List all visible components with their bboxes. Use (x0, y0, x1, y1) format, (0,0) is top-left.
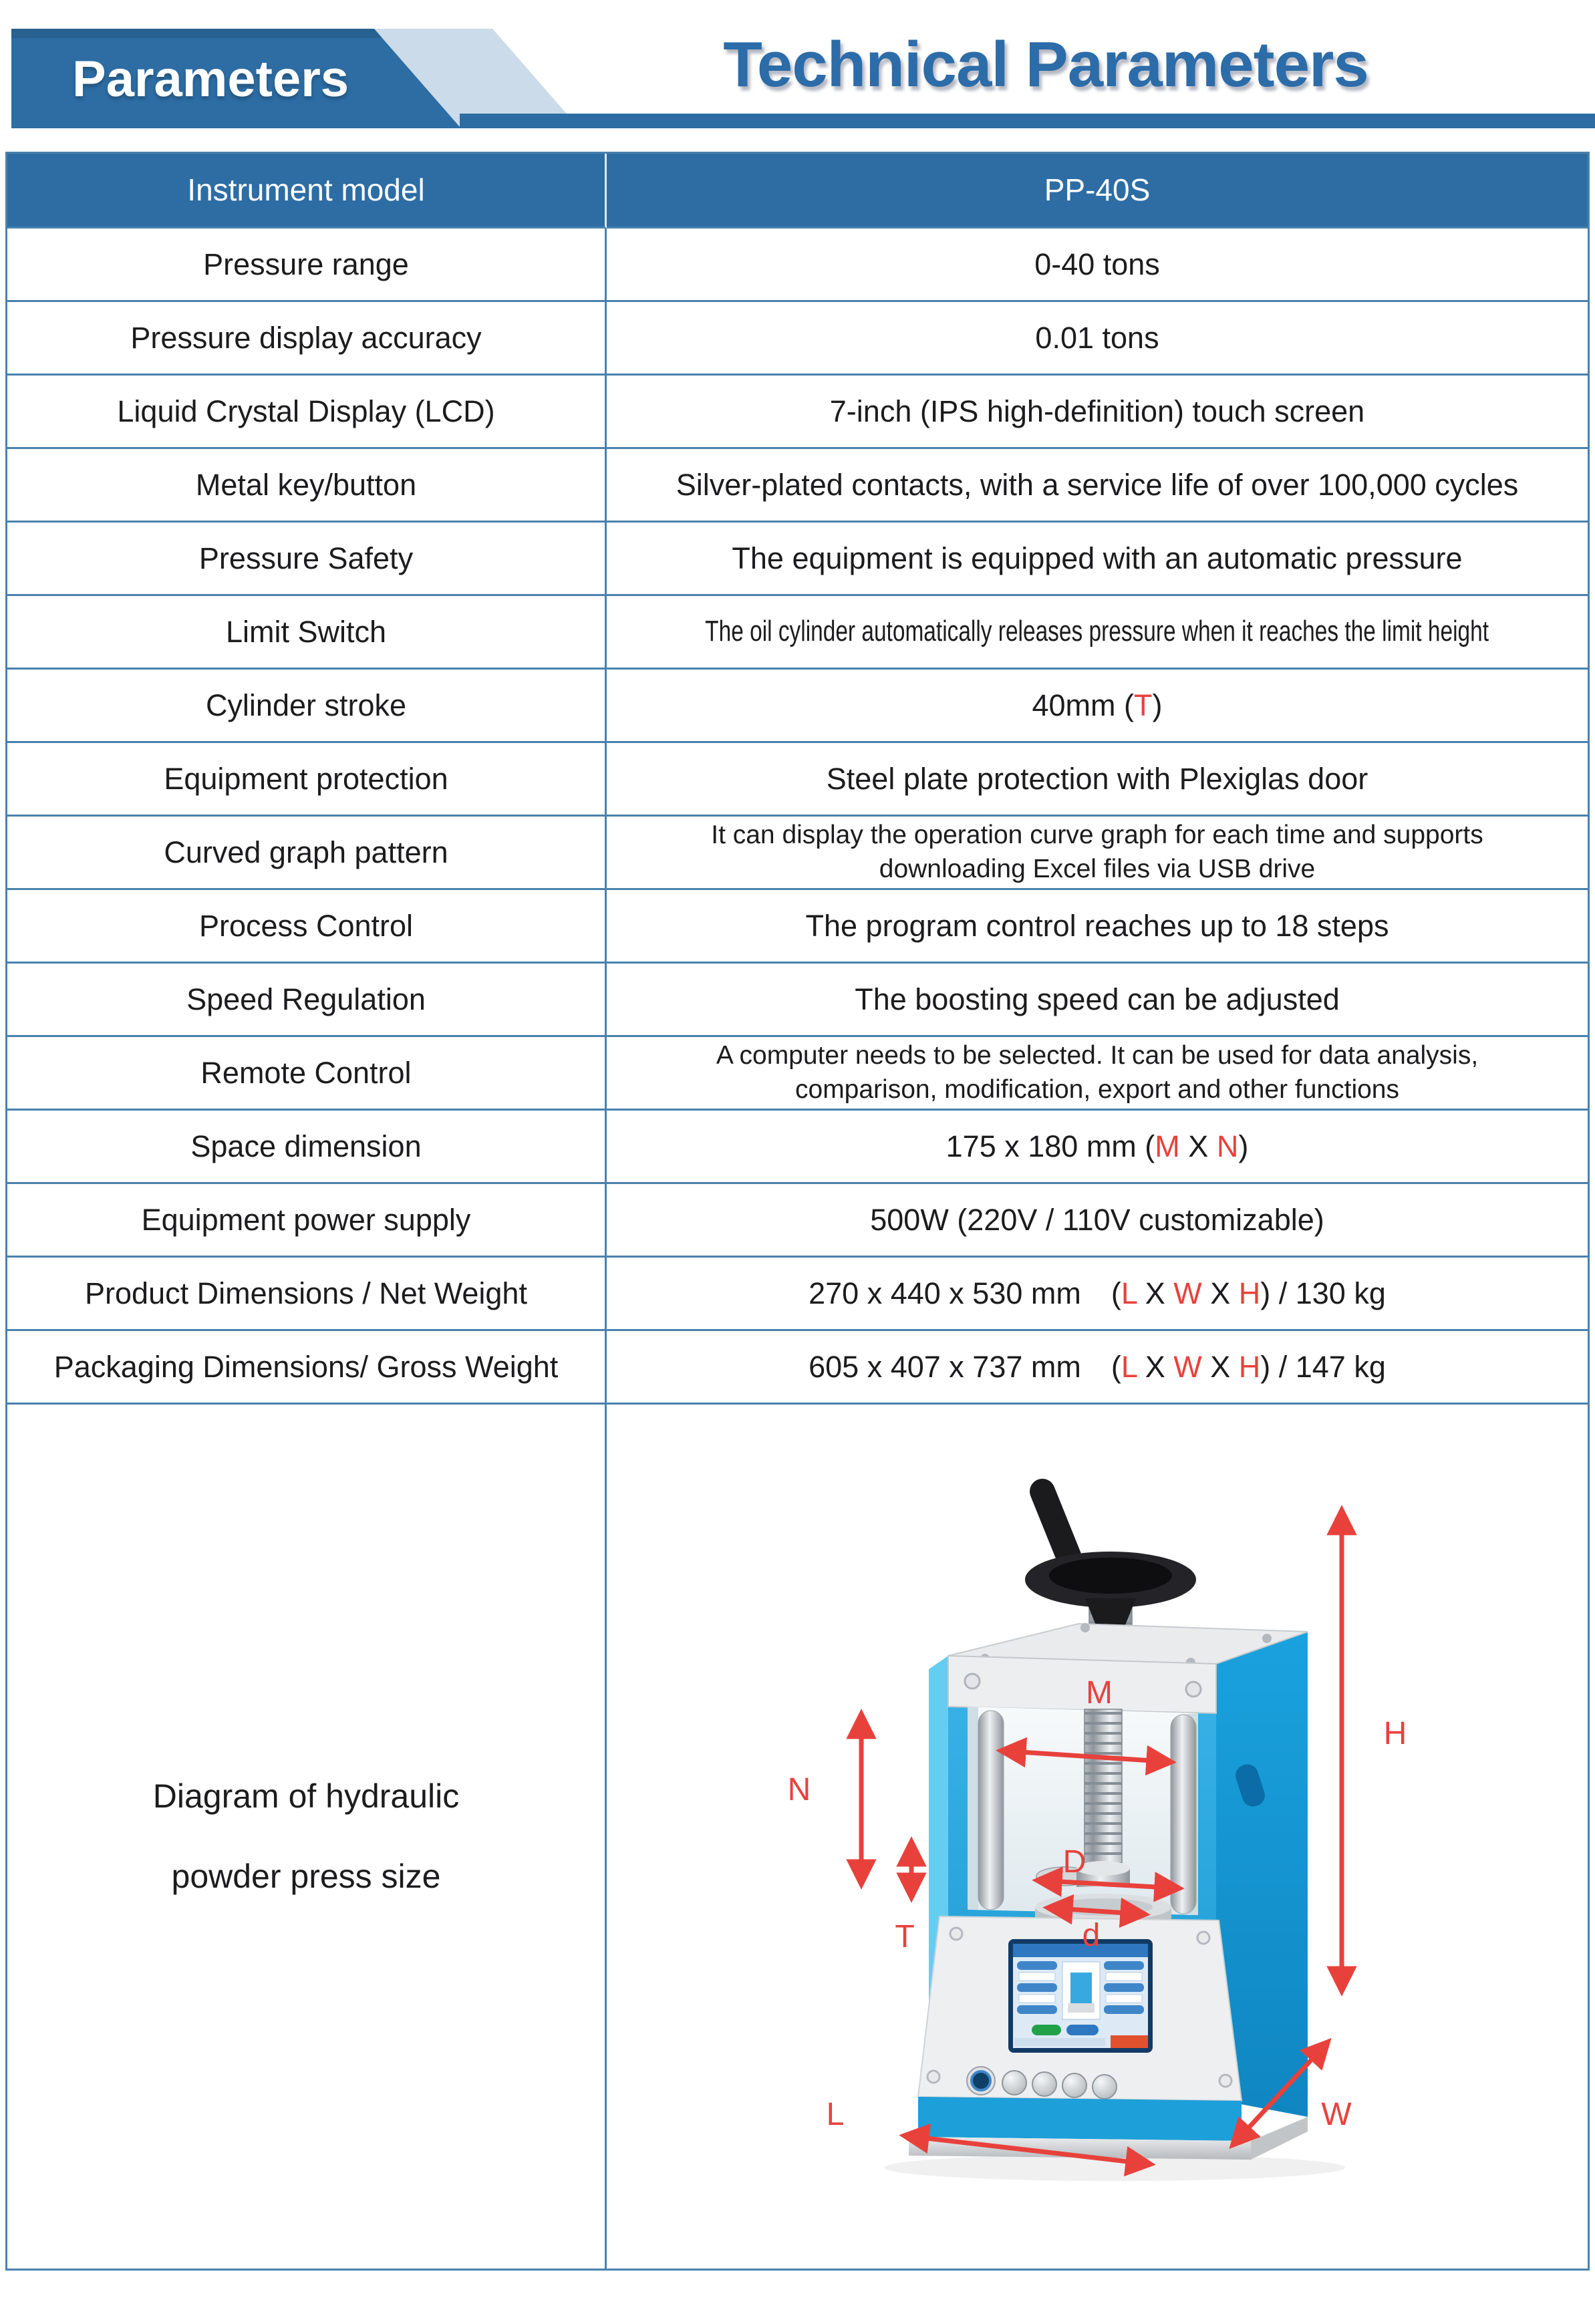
parameter-value-text (673, 1039, 1521, 1107)
preview-machine-base (1068, 2003, 1095, 2013)
value-segment: It can display the operation curve graph for each time and supports downloading Excel files via USB drive (711, 820, 1483, 883)
parameter-value (607, 1331, 1588, 1405)
page-header (0, 0, 1595, 154)
parameter-name: Remote Control (7, 1037, 607, 1111)
technical-parameters-table (5, 152, 1590, 2271)
dimension-letter: W (1173, 1276, 1202, 1310)
tag-top-strip (11, 29, 382, 38)
value-segment: The program control reaches up to 18 steps (805, 908, 1389, 943)
diagram-caption-line2: powder press size (171, 1857, 441, 1895)
band-bolt (1186, 1682, 1201, 1697)
value-segment: ) (1152, 688, 1163, 722)
parameter-value (607, 523, 1588, 596)
parameter-value (607, 229, 1588, 302)
parameter-value (607, 964, 1588, 1037)
parameter-value-text (809, 1276, 1386, 1311)
dimension-letter: H (1238, 1349, 1261, 1384)
panel-screw (1197, 1932, 1209, 1944)
screen-field-banner (1104, 1983, 1144, 1992)
parameter-value-text (1034, 247, 1160, 282)
top-bolt (1080, 1623, 1090, 1632)
parameter-value-text (673, 819, 1521, 886)
parameter-value (607, 596, 1588, 670)
control-knob[interactable] (1032, 2072, 1056, 2096)
top-plate-front-band (948, 1656, 1216, 1713)
guide-column-left (978, 1711, 1004, 1910)
value-segment: 605 x 407 x 737 mm ( (809, 1349, 1121, 1384)
parameter-name: Process Control (7, 890, 607, 964)
hand-wheel-dish (1049, 1558, 1172, 1594)
parameter-value-text (946, 1129, 1249, 1164)
value-segment: 7-inch (IPS high-definition) touch screen (829, 394, 1365, 428)
parameter-value (607, 1184, 1588, 1258)
parameter-value-text (732, 541, 1462, 576)
value-segment: ) / 130 kg (1260, 1276, 1386, 1310)
parameter-name: Space dimension (7, 1111, 607, 1184)
screen-field-banner (1017, 1983, 1057, 1992)
parameter-value (607, 743, 1588, 817)
value-segment: 500W (220V / 110V customizable) (870, 1202, 1324, 1237)
screen-start-button[interactable] (1032, 2025, 1061, 2035)
control-knob[interactable] (1093, 2075, 1117, 2099)
parameter-value-text (706, 615, 1489, 649)
value-segment: Steel plate protection with Plexiglas door (826, 761, 1368, 796)
panel-screw (927, 2071, 939, 2083)
parameter-name: Cylinder stroke (7, 670, 607, 743)
parameter-value-text (806, 909, 1389, 943)
parameter-value-text (830, 394, 1364, 429)
parameter-value (607, 890, 1588, 964)
parameter-name: Pressure display accuracy (7, 302, 607, 376)
dimension-letter: H (1238, 1276, 1261, 1310)
parameter-name: Equipment power supply (7, 1184, 607, 1258)
value-segment: X (1179, 1129, 1217, 1163)
value-segment: ) (1238, 1129, 1249, 1163)
screen-field-box (1106, 1973, 1142, 1981)
screen-field-box (1106, 1995, 1142, 2003)
dim-label-d: d (1082, 1918, 1101, 1953)
value-segment: 0.01 tons (1035, 320, 1159, 355)
value-segment: 175 x 180 mm ( (946, 1129, 1155, 1163)
panel-screw (950, 1928, 962, 1940)
screen-field-box (1019, 1973, 1055, 1981)
parameter-name: Curved graph pattern (7, 817, 607, 890)
page-title: Technical Parameters (723, 29, 1368, 100)
screen-status-strip (1014, 2038, 1105, 2046)
glass-edge-left (968, 1707, 978, 1910)
guide-column-right (1171, 1715, 1196, 1914)
power-button[interactable] (972, 2071, 990, 2090)
dimension-letter: L (1121, 1276, 1137, 1310)
value-segment: X (1201, 1349, 1239, 1384)
parameter-value-text (1032, 688, 1162, 723)
dim-label-L: L (826, 2097, 845, 2132)
value-segment: The oil cylinder automatically releases pressure when it reaches the limit height (705, 615, 1489, 648)
value-segment: The boosting speed can be adjusted (855, 982, 1340, 1016)
parameter-name: Product Dimensions / Net Weight (7, 1258, 607, 1331)
press-screw (1084, 1709, 1122, 1868)
top-bolt (1262, 1634, 1272, 1643)
screen-field-banner (1017, 2005, 1057, 2014)
value-segment: 270 x 440 x 530 mm ( (809, 1276, 1121, 1310)
screen-field-banner (1104, 2005, 1144, 2014)
value-segment: X (1137, 1349, 1174, 1384)
table-header-model: PP-40S (607, 154, 1588, 229)
diagram-caption (7, 1405, 607, 2269)
dim-label-T: T (895, 1919, 915, 1954)
parameter-value (607, 1111, 1588, 1184)
screen-mode-button[interactable] (1066, 2025, 1099, 2035)
parameter-value (607, 376, 1588, 449)
parameter-value (607, 817, 1588, 890)
diagram-cell (607, 1405, 1588, 2269)
parameter-value-text (870, 1203, 1324, 1238)
screen-field-banner (1104, 1961, 1144, 1970)
parameter-value (607, 1258, 1588, 1331)
value-segment: Silver-plated contacts, with a service life of over 100,000 cycles (676, 467, 1519, 502)
parameter-name: Limit Switch (7, 596, 607, 670)
parameter-value (607, 670, 1588, 743)
hydraulic-press-diagram (607, 1405, 1588, 2269)
dim-label-D: D (1062, 1844, 1086, 1880)
preview-machine-body (1070, 1973, 1092, 2003)
screen-field-box (1019, 1995, 1055, 2003)
parameter-value (607, 449, 1588, 523)
dim-label-W: W (1321, 2097, 1352, 2132)
parameter-value-text (827, 762, 1368, 796)
screen-field-banner (1017, 1961, 1057, 1970)
parameter-name: Equipment protection (7, 743, 607, 817)
value-segment: A computer needs to be selected. It can be used for data analysis, comparison, modification, export and other functions (716, 1040, 1479, 1104)
parameter-name: Pressure range (7, 229, 607, 302)
dimension-letter: W (1173, 1349, 1202, 1384)
parameter-value-text (676, 468, 1519, 502)
panel-screw (1219, 2075, 1231, 2087)
control-knob[interactable] (1062, 2073, 1086, 2097)
parameter-name: Pressure Safety (7, 523, 607, 596)
parameter-name: Packaging Dimensions/ Gross Weight (7, 1331, 607, 1405)
parameter-value (607, 1037, 1588, 1111)
table-header-parameter: Instrument model (7, 154, 607, 229)
parameter-value-text (855, 982, 1340, 1017)
dimension-letter: M (1155, 1129, 1180, 1163)
parameter-name: Metal key/button (7, 449, 607, 523)
parameter-value-text (809, 1350, 1386, 1385)
screen-stop-button[interactable] (1111, 2035, 1148, 2048)
diagram-caption-line1: Diagram of hydraulic (152, 1777, 460, 1815)
value-segment: 0-40 tons (1034, 247, 1160, 281)
dim-label-N: N (787, 1772, 811, 1807)
machine-plinth (918, 2097, 1242, 2141)
dimension-letter: T (1134, 688, 1153, 722)
parameter-value-text (1035, 321, 1159, 355)
dim-label-H: H (1383, 1716, 1407, 1751)
header-rule (460, 114, 1595, 128)
value-segment: The equipment is equipped with an automatic pressure (732, 541, 1463, 575)
screen-title-bar (1013, 1944, 1148, 1957)
parameter-name: Liquid Crystal Display (LCD) (7, 376, 607, 449)
section-tag: Parameters (72, 50, 349, 108)
machine-base-side (1251, 2117, 1308, 2160)
dimension-letter: N (1216, 1129, 1239, 1163)
value-segment: ) / 147 kg (1260, 1349, 1386, 1384)
value-segment: X (1201, 1276, 1239, 1310)
value-segment: 40mm ( (1032, 688, 1134, 722)
parameter-name: Speed Regulation (7, 964, 607, 1037)
control-knob[interactable] (1002, 2071, 1026, 2095)
parameter-value (607, 302, 1588, 376)
dim-label-M: M (1086, 1675, 1113, 1711)
dimension-letter: L (1121, 1349, 1137, 1384)
band-bolt (965, 1674, 980, 1689)
value-segment: X (1137, 1276, 1174, 1310)
